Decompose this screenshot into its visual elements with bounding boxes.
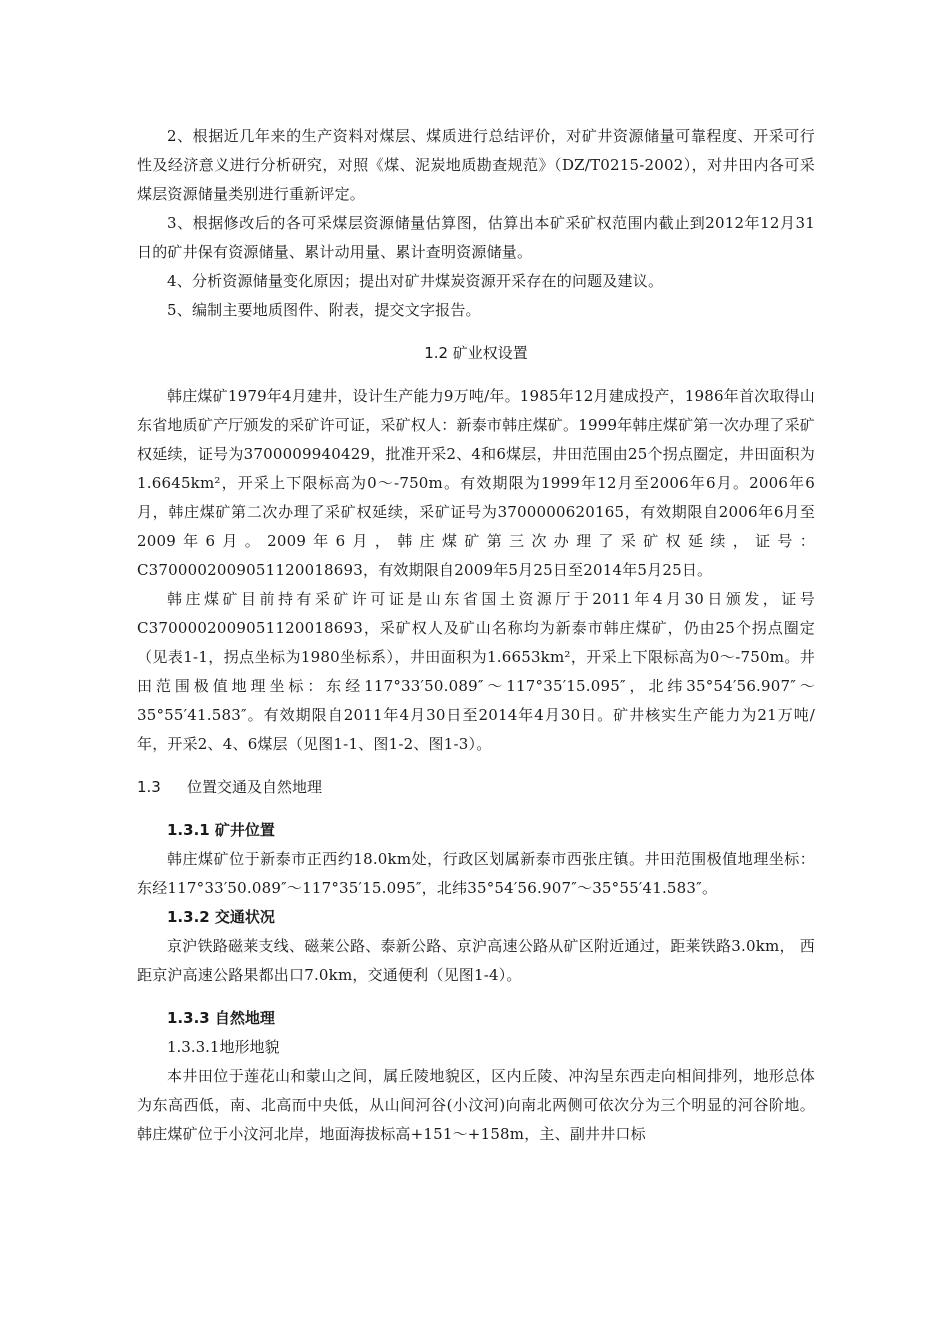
section-1-3-3-1-text: 本井田位于莲花山和蒙山之间，属丘陵地貌区，区内丘陵、冲沟呈东西走向相间排列，地形总体为东高西低，南、北高而中央低，从山间河谷(小汶河)向南北两侧可依次分为三个明显的河谷阶地。韩庄煤矿位于小汶河北岸，地面海拔标高+151～+158m，主、副井井口标 [137,1067,815,1143]
section-1-2-title: 1.2 矿业权设置 [424,344,528,362]
list-item-4: 4、分析资源储量变化原因；提出对矿井煤炭资源开采存在的问题及建议。 [167,272,664,290]
section-1-3-title: 位置交通及自然地理 [187,778,323,796]
document-page [137,122,815,1149]
section-1-2-paragraph-1: 韩庄煤矿1979年4月建井，设计生产能力9万吨/年。1985年12月建成投产，1986年首次取得山东省地质矿产厅颁发的采矿许可证，采矿权人：新泰市韩庄煤矿。1999年韩庄煤矿第一次办理了采矿权延续，证号为3700009940429，批准开采2、4和6煤层，井田范围由25个拐点圈定，井田面积为1.6645km²，开采上下限标高为0～-750m。有效期限为1999年12月至2006年6月。2006年6月，韩庄煤矿第二次办理了采矿权延续，采矿证号为3700000620165，有效期限自2006年6月至2009年6月。2009年6月，韩庄煤矿第三次办理了采矿权延续，证号：C3700002009051120018693，有效期限自2009年5月25日至2014年5月25日。 [137,387,815,579]
list-item-2: 2、根据近几年来的生产资料对煤层、煤质进行总结评价，对矿井资源储量可靠程度、开采可行性及经济意义进行分析研究，对照《煤、泥炭地质勘查规范》（DZ/T0215-2002），对井田内各可采煤层资源储量类别进行重新评定。 [137,127,815,203]
section-1-3-2-text: 京沪铁路磁莱支线、磁莱公路、泰新公路、京沪高速公路从矿区附近通过，距莱铁路3.0km， 西距京沪高速公路果都出口7.0km，交通便利（见图1-4）。 [137,937,815,984]
section-1-3-1-title: 1.3.1 矿井位置 [167,821,275,839]
section-1-3-2-title: 1.3.2 交通状况 [167,908,275,926]
list-item-3: 3、根据修改后的各可采煤层资源储量估算图，估算出本矿采矿权范围内截止到2012年12月31日的矿井保有资源储量、累计动用量、累计查明资源储量。 [137,214,815,261]
section-1-3-heading [137,773,815,802]
section-1-3-number: 1.3 [137,778,161,796]
section-1-3-3-1-title: 1.3.3.1地形地貌 [167,1038,280,1056]
list-item-5: 5、编制主要地质图件、附表，提交文字报告。 [167,301,481,319]
section-1-3-3-title: 1.3.3 自然地理 [167,1009,275,1027]
section-1-3-1-text: 韩庄煤矿位于新泰市正西约18.0km处，行政区划属新泰市西张庄镇。井田范围极值地理坐标：东经117°33′50.089″～117°35′15.095″，北纬35°54′56.907″～35°55′41.583″。 [137,850,815,897]
section-1-2-paragraph-2: 韩庄煤矿目前持有采矿许可证是山东省国土资源厅于2011年4月30日颁发，证号C3700002009051120018693，采矿权人及矿山名称均为新泰市韩庄煤矿，仍由25个拐点圈定（见表1-1，拐点坐标为1980坐标系），井田面积为1.6653km²，开采上下限标高为0～-750m。井田范围极值地理坐标：东经117°33′50.089″～117°35′15.095″，北纬35°54′56.907″～35°55′41.583″。有效期限自2011年4月30日至2014年4月30日。矿井核实生产能力为21万吨/年，开采2、4、6煤层（见图1-1、图1-2、图1-3）。 [137,590,815,753]
